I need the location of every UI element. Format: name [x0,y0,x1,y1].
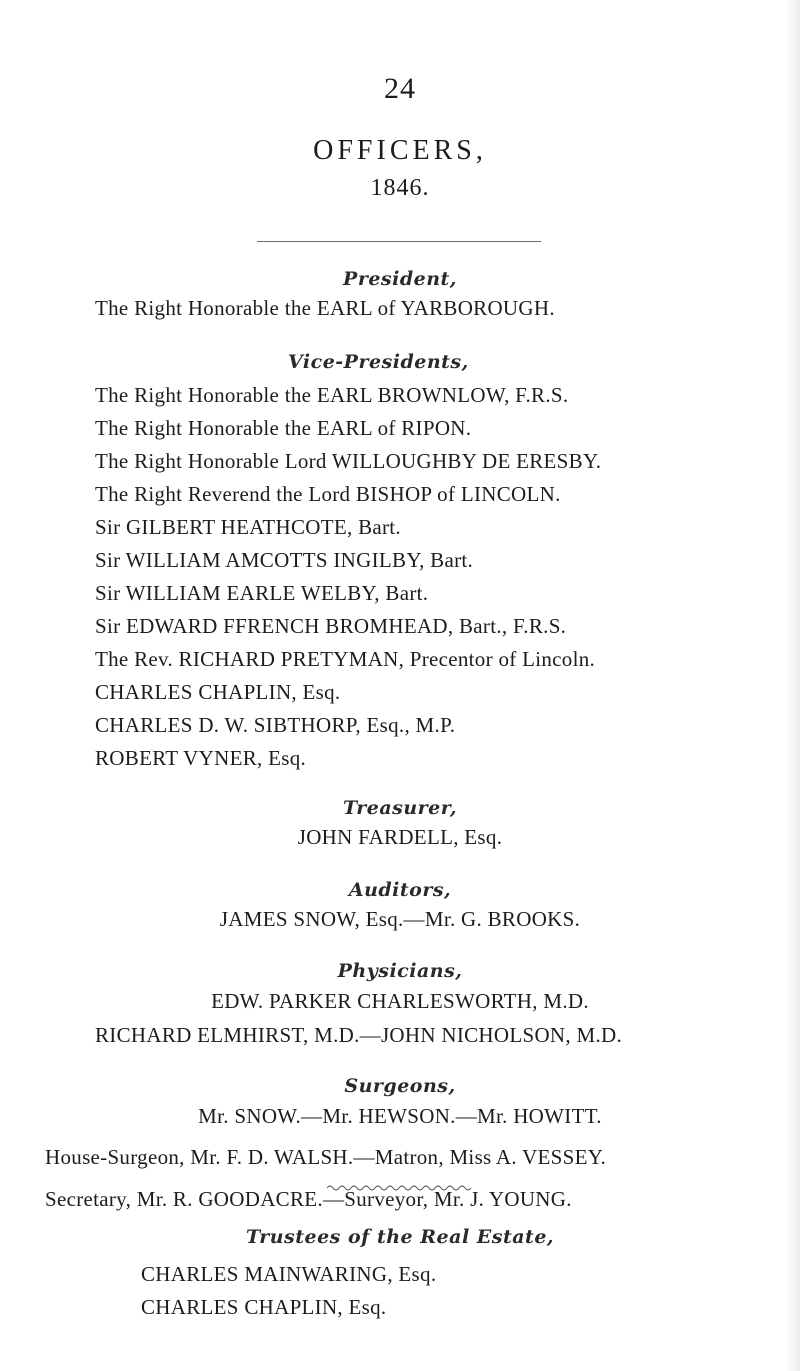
vice-president-1: The Right Honorable the EARL BROWNLOW, F.R.S. [95,383,569,407]
surgeons-heading: Surgeons, [344,1075,456,1097]
vice-president-12: ROBERT VYNER, Esq. [95,746,307,770]
treasurer-heading: Treasurer, [342,797,458,819]
auditors-heading: Auditors, [348,879,452,901]
page-year: 1846. [370,175,430,201]
vice-president-5: Sir GILBERT HEATHCOTE, Bart. [95,515,401,539]
vice-president-8: Sir EDWARD FFRENCH BROMHEAD, Bart., F.R.S. [95,614,567,638]
trustees-heading: Trustees of the Real Estate, [245,1226,555,1248]
vice-president-11: CHARLES D. W. SIBTHORP, Esq., M.P. [95,713,456,737]
physicians-line-2: RICHARD ELMHIRST, M.D.—JOHN NICHOLSON, M.D. [95,1023,623,1047]
house-surgeon-matron-line: House-Surgeon, Mr. F. D. WALSH.—Matron, Miss A. VESSEY. [45,1145,607,1169]
vice-president-4: The Right Reverend the Lord BISHOP of LINCOLN. [95,482,561,506]
auditors-names: JAMES SNOW, Esq.—Mr. G. BROOKS. [219,907,581,931]
vice-president-3: The Right Honorable Lord WILLOUGHBY DE ERESBY. [95,449,602,473]
secretary-surveyor-line: Secretary, Mr. R. GOODACRE.—Surveyor, Mr. J. YOUNG. [45,1187,572,1211]
surgeons-names: Mr. SNOW.—Mr. HEWSON.—Mr. HOWITT. [198,1104,602,1128]
vice-presidents-heading: Vice-Presidents, [288,351,469,373]
physicians-heading: Physicians, [337,960,463,982]
vice-president-10: CHARLES CHAPLIN, Esq. [95,680,341,704]
trustee-1: CHARLES MAINWARING, Esq. [141,1262,437,1286]
president-heading: President, [343,268,457,290]
treasurer-name: JOHN FARDELL, Esq. [297,825,503,849]
wavy-divider [327,1183,473,1193]
physicians-line-1: EDW. PARKER CHARLESWORTH, M.D. [211,989,589,1013]
vice-president-9: The Rev. RICHARD PRETYMAN, Precentor of Lincoln. [95,647,596,671]
vice-president-6: Sir WILLIAM AMCOTTS INGILBY, Bart. [95,548,474,572]
president-name: The Right Honorable the EARL of YARBOROUGH. [95,296,555,320]
title-rule [257,241,541,242]
page-edge-shadow [786,0,800,1371]
page-number: 24 [384,72,416,105]
vice-president-2: The Right Honorable the EARL of RIPON. [95,416,472,440]
vice-president-7: Sir WILLIAM EARLE WELBY, Bart. [95,581,429,605]
trustee-2: CHARLES CHAPLIN, Esq. [141,1295,387,1319]
page-title: OFFICERS, [313,135,487,166]
